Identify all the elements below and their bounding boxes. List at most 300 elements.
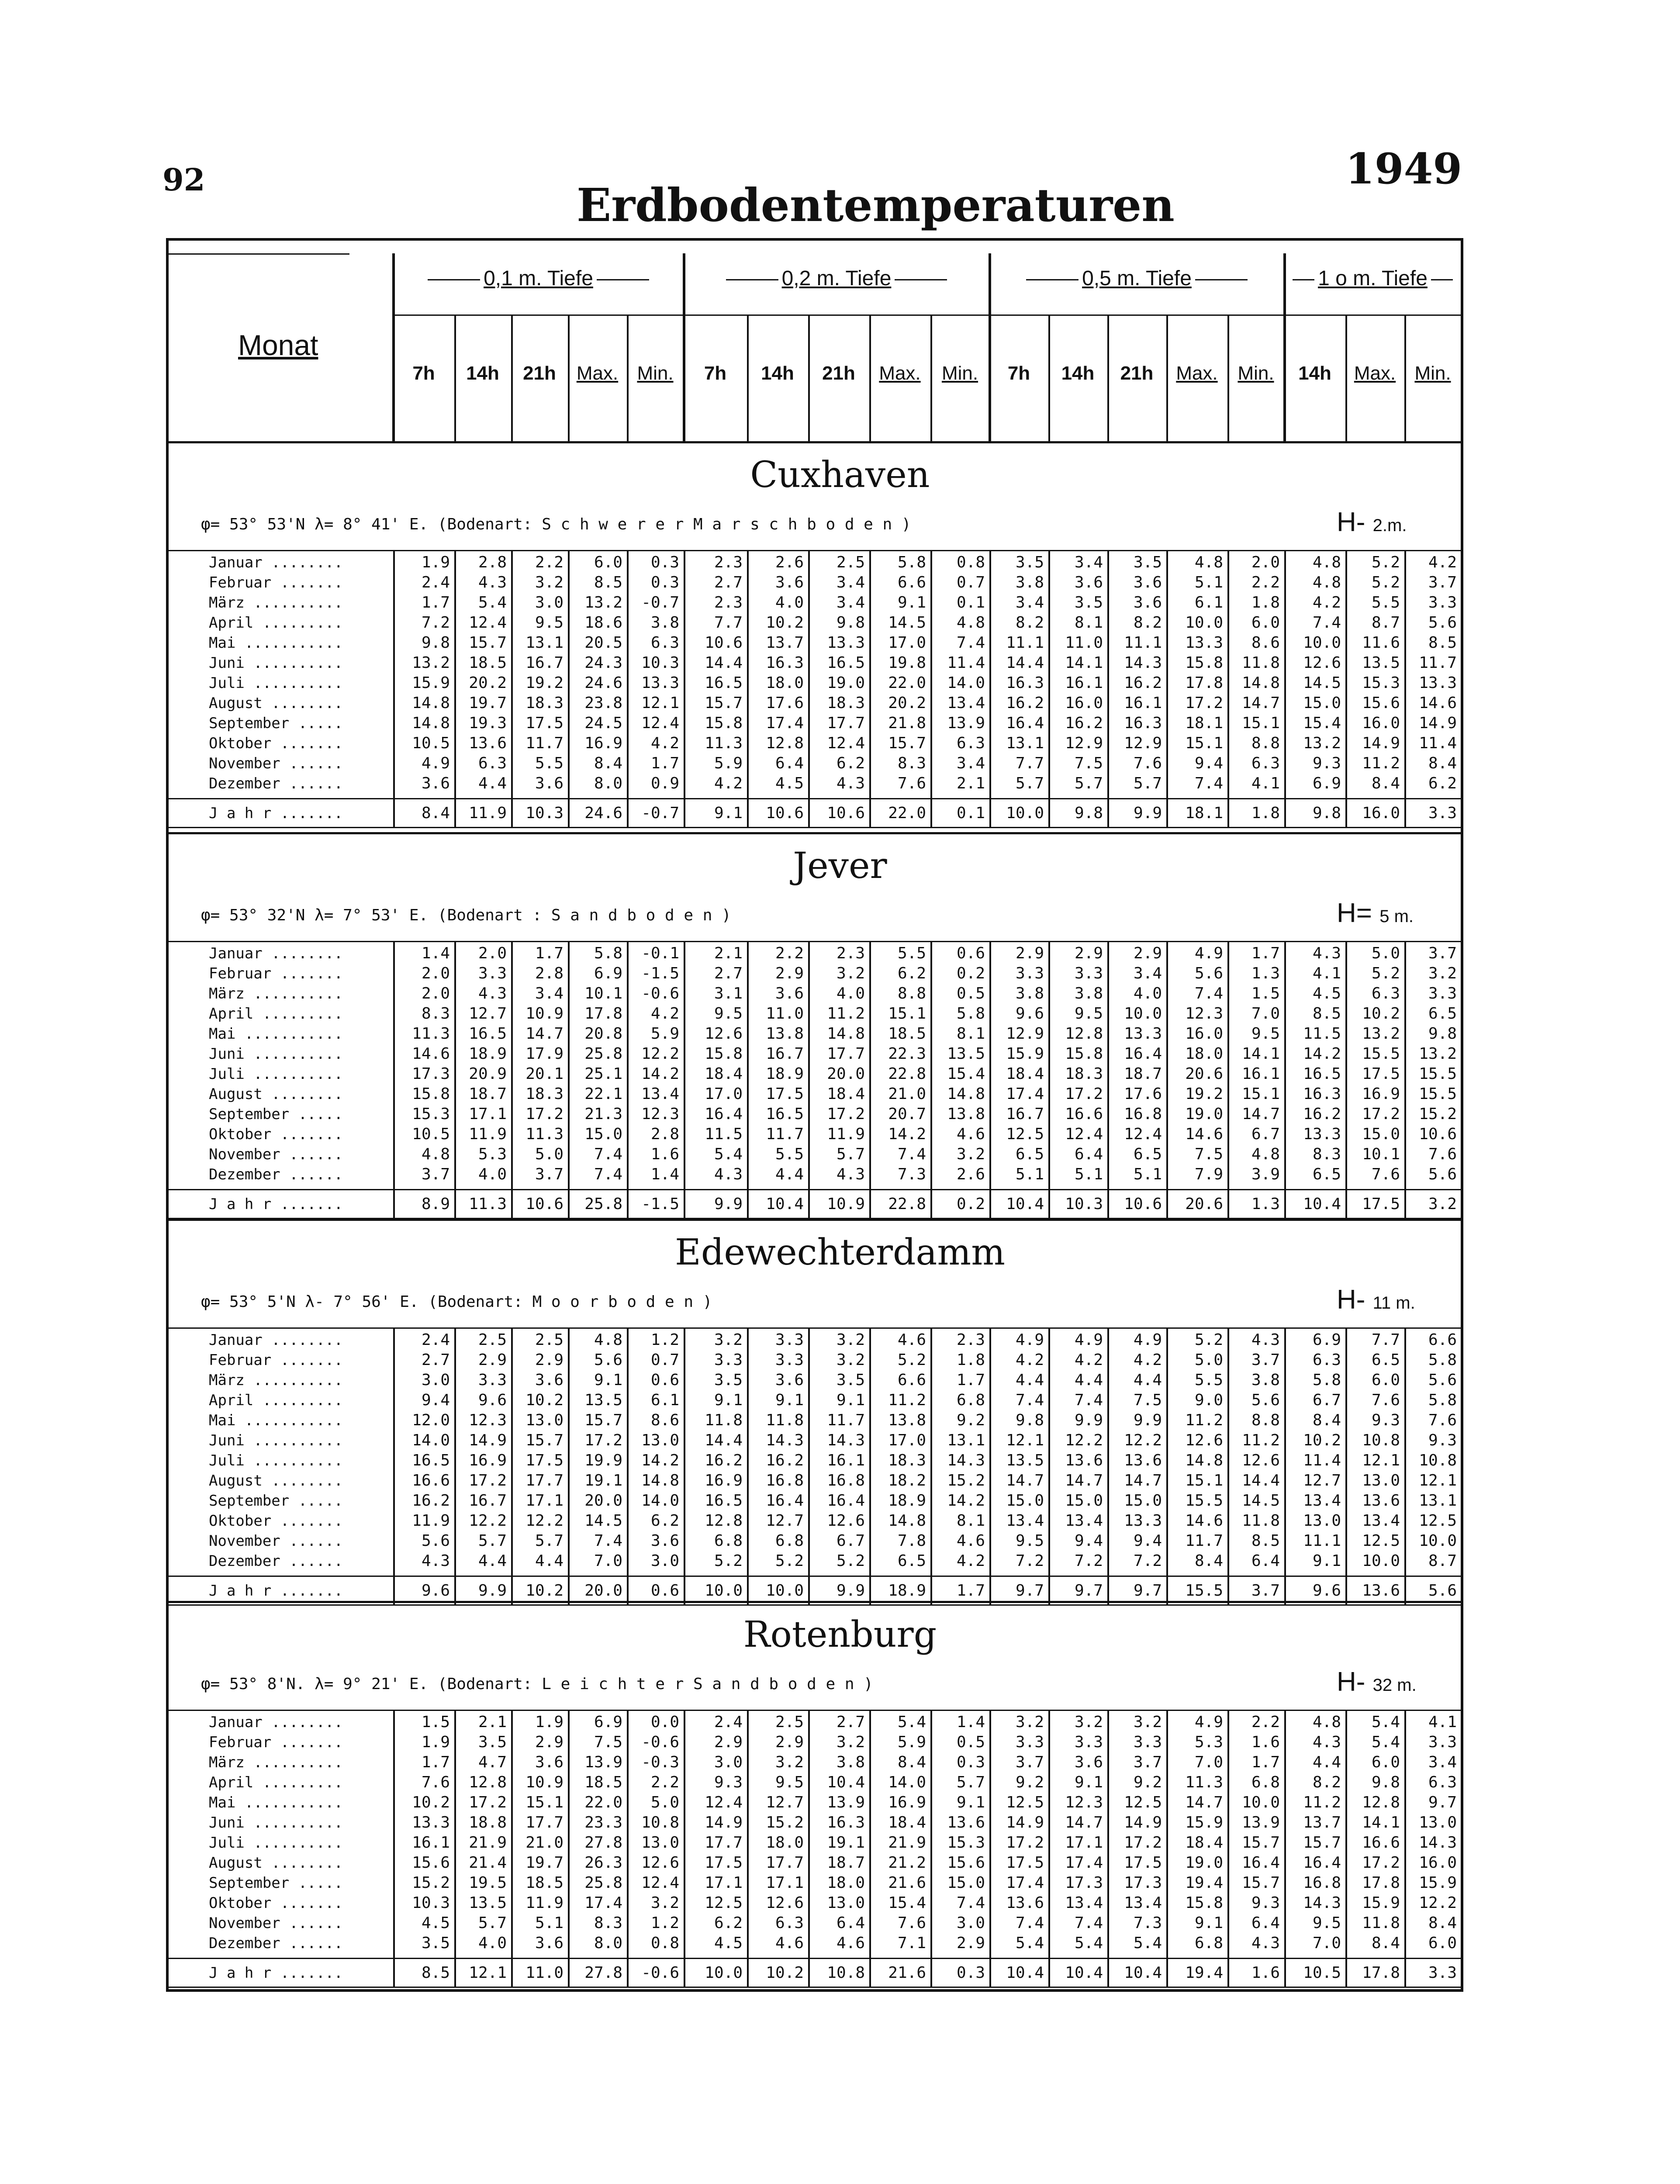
table-cell: 15.8 — [705, 714, 743, 732]
table-cell: 5.5 — [1371, 594, 1400, 612]
year-cell: 0.6 — [650, 1582, 679, 1600]
depth-group-label: 0,5 m. Tiefe — [1082, 267, 1192, 290]
table-cell: 13.3 — [827, 634, 865, 652]
table-cell: 3.0 — [650, 1552, 679, 1570]
table-cell: 13.5 — [947, 1045, 985, 1063]
table-cell: 20.1 — [525, 1065, 563, 1083]
table-cell: 5.4 — [897, 1713, 926, 1731]
table-cell: 0.8 — [650, 1934, 679, 1952]
table-cell: 19.1 — [827, 1834, 865, 1852]
table-cell: 3.4 — [1074, 553, 1103, 571]
table-cell: 17.3 — [1124, 1874, 1162, 1892]
table-cell: 7.1 — [897, 1934, 926, 1952]
table-cell: 4.3 — [836, 774, 865, 792]
table-cell: 14.8 — [412, 714, 450, 732]
table-cell: 8.8 — [1251, 734, 1280, 752]
year-cell: 10.2 — [525, 1582, 563, 1600]
station-separator-2 — [166, 1219, 1463, 1221]
table-cell: 13.7 — [1303, 1814, 1341, 1832]
table-cell: 10.6 — [705, 634, 743, 652]
station-name: Edewechterdamm — [675, 1232, 1005, 1273]
month-label: Mai ........... — [209, 1412, 343, 1429]
table-cell: 5.0 — [1194, 1351, 1223, 1369]
table-cell: 17.9 — [525, 1045, 563, 1063]
height-symbol: H= — [1337, 898, 1380, 928]
table-cell: 5.8 — [956, 1005, 985, 1023]
table-cell: 18.3 — [525, 1085, 563, 1103]
year-cell: 1.3 — [1251, 1195, 1280, 1213]
table-cell: 16.5 — [1303, 1065, 1341, 1083]
table-cell: 3.6 — [1074, 574, 1103, 591]
table-cell: 15.0 — [1362, 1125, 1400, 1143]
table-cell: 2.8 — [650, 1125, 679, 1143]
month-label: Juni .......... — [209, 654, 343, 672]
table-cell: 1.9 — [421, 1733, 450, 1751]
table-cell: 7.4 — [1074, 1391, 1103, 1409]
table-cell: 11.7 — [766, 1125, 804, 1143]
table-cell: 18.5 — [584, 1773, 622, 1791]
table-cell: 3.7 — [535, 1165, 563, 1183]
table-cell: 12.8 — [766, 734, 804, 752]
table-cell: 26.3 — [584, 1854, 622, 1872]
table-cell: 14.5 — [584, 1512, 622, 1530]
table-cell: 3.0 — [421, 1371, 450, 1389]
table-cell: 8.8 — [1251, 1411, 1280, 1429]
grid-top-rule — [166, 941, 1461, 942]
table-cell: 14.4 — [1006, 654, 1044, 672]
table-cell: 7.7 — [1015, 754, 1044, 772]
table-cell: 11.2 — [1362, 754, 1400, 772]
table-cell: 5.7 — [836, 1145, 865, 1163]
table-cell: 15.3 — [947, 1834, 985, 1852]
table-cell: 8.3 — [594, 1914, 622, 1932]
table-cell: 19.0 — [1185, 1105, 1223, 1123]
table-cell: 8.7 — [1371, 614, 1400, 632]
table-cell: 11.9 — [827, 1125, 865, 1143]
table-cell: 18.3 — [827, 694, 865, 712]
table-cell: 3.5 — [478, 1733, 507, 1751]
table-cell: 17.7 — [766, 1854, 804, 1872]
table-cell: 16.9 — [1362, 1085, 1400, 1103]
table-cell: 3.2 — [775, 1753, 804, 1771]
table-cell: 17.2 — [1362, 1105, 1400, 1123]
table-cell: 3.3 — [714, 1351, 743, 1369]
table-cell: 12.6 — [641, 1854, 679, 1872]
table-cell: 11.0 — [766, 1005, 804, 1023]
table-cell: 16.2 — [705, 1451, 743, 1469]
station-separator-0 — [166, 441, 1463, 443]
table-cell: 4.6 — [956, 1532, 985, 1550]
table-cell: 9.8 — [421, 634, 450, 652]
table-cell: 8.3 — [421, 1005, 450, 1023]
table-cell: 3.3 — [775, 1331, 804, 1349]
table-cell: 13.8 — [888, 1411, 926, 1429]
table-cell: 11.8 — [705, 1411, 743, 1429]
table-cell: 6.3 — [1251, 754, 1280, 772]
table-cell: -1.5 — [641, 964, 679, 982]
table-cell: 15.2 — [1419, 1105, 1457, 1123]
table-cell: 2.2 — [1251, 574, 1280, 591]
month-label: November ...... — [209, 1914, 343, 1932]
table-cell: 3.6 — [535, 1934, 563, 1952]
table-cell: 15.2 — [766, 1814, 804, 1832]
table-cell: 3.6 — [775, 985, 804, 1002]
year-cell: 18.9 — [888, 1582, 926, 1600]
table-cell: 2.7 — [836, 1713, 865, 1731]
table-cell: 2.8 — [535, 964, 563, 982]
table-cell: 17.0 — [888, 1431, 926, 1449]
table-cell: 13.4 — [1362, 1512, 1400, 1530]
year-top-rule — [166, 798, 1461, 799]
depth-group-header-0 — [393, 266, 684, 290]
month-label: September ..... — [209, 1492, 343, 1510]
table-cell: 8.5 — [1428, 634, 1457, 652]
table-cell: 14.7 — [1124, 1472, 1162, 1489]
table-cell: 13.0 — [1362, 1472, 1400, 1489]
table-cell: 16.1 — [827, 1451, 865, 1469]
station-name: Cuxhaven — [750, 454, 930, 496]
table-cell: 15.7 — [1303, 1834, 1341, 1852]
table-cell: 3.2 — [836, 1331, 865, 1349]
table-cell: 3.4 — [1428, 1753, 1457, 1771]
table-cell: 6.5 — [897, 1552, 926, 1570]
table-cell: 12.7 — [766, 1512, 804, 1530]
table-cell: 1.7 — [421, 1753, 450, 1771]
table-cell: 17.4 — [584, 1894, 622, 1912]
table-cell: 16.8 — [1303, 1874, 1341, 1892]
table-cell: 4.3 — [836, 1165, 865, 1183]
table-cell: 15.6 — [1362, 694, 1400, 712]
table-cell: 13.4 — [947, 694, 985, 712]
month-label: Juni .......... — [209, 1045, 343, 1063]
month-label: März .......... — [209, 594, 343, 612]
table-cell: 13.9 — [1242, 1814, 1280, 1832]
table-cell: 19.3 — [469, 714, 507, 732]
table-cell: 4.2 — [1074, 1351, 1103, 1369]
table-cell: 6.1 — [1194, 594, 1223, 612]
table-cell: 14.2 — [888, 1125, 926, 1143]
table-cell: 7.4 — [594, 1532, 622, 1550]
table-cell: 17.5 — [1124, 1854, 1162, 1872]
month-label: August ........ — [209, 695, 343, 712]
table-cell: 3.1 — [714, 985, 743, 1002]
table-cell: -0.6 — [641, 1733, 679, 1751]
table-cell: 16.5 — [766, 1105, 804, 1123]
table-cell: 11.2 — [1242, 1431, 1280, 1449]
table-cell: 7.8 — [897, 1532, 926, 1550]
table-cell: 6.8 — [775, 1532, 804, 1550]
table-cell: 5.7 — [478, 1914, 507, 1932]
table-cell: 11.1 — [1006, 634, 1044, 652]
table-cell: 10.5 — [412, 1125, 450, 1143]
table-cell: 2.0 — [478, 944, 507, 962]
table-cell: 6.5 — [1428, 1005, 1457, 1023]
table-cell: 2.6 — [775, 553, 804, 571]
table-cell: 15.1 — [1185, 734, 1223, 752]
table-cell: 18.9 — [469, 1045, 507, 1063]
table-cell: 1.3 — [1251, 964, 1280, 982]
table-cell: 14.4 — [705, 654, 743, 672]
table-cell: 13.5 — [469, 1894, 507, 1912]
year-cell: 0.3 — [956, 1964, 985, 1982]
table-cell: 10.2 — [525, 1391, 563, 1409]
table-cell: 14.9 — [1006, 1814, 1044, 1832]
table-cell: 3.9 — [1251, 1165, 1280, 1183]
month-label: Januar ........ — [209, 945, 343, 962]
table-cell: 4.1 — [1428, 1713, 1457, 1731]
table-cell: 15.3 — [1362, 674, 1400, 692]
table-cell: 2.9 — [775, 964, 804, 982]
year-cell: 15.5 — [1185, 1582, 1223, 1600]
table-cell: 14.9 — [1124, 1814, 1162, 1832]
table-cell: 1.9 — [535, 1713, 563, 1731]
table-cell: 4.4 — [1133, 1371, 1162, 1389]
table-cell: 9.2 — [956, 1411, 985, 1429]
table-cell: 21.8 — [888, 714, 926, 732]
table-cell: 13.3 — [641, 674, 679, 692]
table-cell: 14.7 — [1242, 694, 1280, 712]
year-cell: 24.6 — [584, 804, 622, 822]
table-cell: 14.7 — [1065, 1472, 1103, 1489]
table-cell: 4.3 — [421, 1552, 450, 1570]
table-cell: 4.8 — [956, 614, 985, 632]
table-cell: 6.8 — [714, 1532, 743, 1550]
table-cell: 16.6 — [412, 1472, 450, 1489]
table-cell: 15.4 — [947, 1065, 985, 1083]
year-cell: 11.9 — [469, 804, 507, 822]
table-cell: 15.9 — [1185, 1814, 1223, 1832]
table-cell: 18.4 — [705, 1065, 743, 1083]
table-cell: 18.8 — [469, 1814, 507, 1832]
table-cell: 15.0 — [1303, 694, 1341, 712]
table-cell: 3.3 — [1074, 964, 1103, 982]
column-header-17: Min. — [1414, 363, 1451, 384]
table-cell: 8.5 — [1312, 1005, 1341, 1023]
table-cell: 12.6 — [827, 1512, 865, 1530]
year-cell: 19.4 — [1185, 1964, 1223, 1982]
year-cell: 12.1 — [469, 1964, 507, 1982]
table-cell: 11.4 — [947, 654, 985, 672]
table-cell: 3.6 — [1133, 574, 1162, 591]
month-label: Dezember ...... — [209, 1935, 343, 1952]
table-cell: 19.4 — [1185, 1874, 1223, 1892]
table-cell: 17.4 — [766, 714, 804, 732]
table-cell: 14.7 — [525, 1025, 563, 1043]
table-cell: 1.9 — [421, 553, 450, 571]
table-cell: 8.4 — [1312, 1411, 1341, 1429]
table-cell: 3.2 — [714, 1331, 743, 1349]
table-cell: 4.1 — [1312, 964, 1341, 982]
year-label: J a h r ....... — [209, 1964, 343, 1982]
table-cell: 12.8 — [1065, 1025, 1103, 1043]
table-cell: 20.0 — [827, 1065, 865, 1083]
table-cell: 7.2 — [421, 614, 450, 632]
table-cell: 5.6 — [421, 1532, 450, 1550]
table-cell: 7.7 — [1371, 1331, 1400, 1349]
table-cell: 3.3 — [478, 1371, 507, 1389]
table-cell: 13.2 — [1362, 1025, 1400, 1043]
table-cell: 3.3 — [775, 1351, 804, 1369]
table-cell: 5.6 — [594, 1351, 622, 1369]
table-cell: 4.8 — [1312, 574, 1341, 591]
table-cell: 3.2 — [836, 1733, 865, 1751]
table-cell: 9.3 — [1251, 1894, 1280, 1912]
table-cell: 4.4 — [775, 1165, 804, 1183]
table-cell: 11.8 — [766, 1411, 804, 1429]
table-cell: 2.0 — [421, 964, 450, 982]
table-cell: 12.5 — [1362, 1532, 1400, 1550]
table-cell: 7.4 — [1194, 774, 1223, 792]
height-value: 11 m. — [1372, 1293, 1415, 1313]
table-cell: 13.5 — [1362, 654, 1400, 672]
table-cell: 14.9 — [469, 1431, 507, 1449]
table-cell: 8.0 — [594, 774, 622, 792]
table-cell: 3.2 — [650, 1894, 679, 1912]
table-cell: 14.5 — [888, 614, 926, 632]
table-cell: 4.5 — [775, 774, 804, 792]
table-cell: 16.3 — [1303, 1085, 1341, 1103]
year-cell: 13.6 — [1362, 1582, 1400, 1600]
year-cell: 8.4 — [421, 804, 450, 822]
table-cell: 21.2 — [888, 1854, 926, 1872]
table-cell: 15.0 — [584, 1125, 622, 1143]
month-label: Oktober ....... — [209, 1126, 343, 1143]
table-cell: 12.4 — [469, 614, 507, 632]
table-cell: 25.8 — [584, 1874, 622, 1892]
table-cell: 3.6 — [1074, 1753, 1103, 1771]
table-cell: 1.2 — [650, 1331, 679, 1349]
table-cell: 3.4 — [1133, 964, 1162, 982]
table-cell: 5.5 — [897, 944, 926, 962]
table-cell: 17.7 — [525, 1472, 563, 1489]
table-cell: 13.0 — [525, 1411, 563, 1429]
frame-top-inner — [166, 253, 349, 255]
table-cell: 18.4 — [1185, 1834, 1223, 1852]
table-cell: 5.4 — [714, 1145, 743, 1163]
table-cell: 4.4 — [1074, 1371, 1103, 1389]
table-cell: 11.2 — [1303, 1794, 1341, 1811]
table-cell: 16.7 — [469, 1492, 507, 1510]
year-cell: 22.8 — [888, 1195, 926, 1213]
table-cell: 14.8 — [1242, 674, 1280, 692]
table-cell: 4.1 — [1251, 774, 1280, 792]
table-cell: 5.6 — [1428, 1165, 1457, 1183]
table-cell: 16.2 — [1065, 714, 1103, 732]
table-cell: 2.2 — [650, 1773, 679, 1791]
table-cell: 3.5 — [836, 1371, 865, 1389]
month-label: Dezember ...... — [209, 1166, 343, 1183]
table-cell: 11.3 — [1185, 1773, 1223, 1791]
table-cell: 5.5 — [535, 754, 563, 772]
year-cell: 1.6 — [1251, 1964, 1280, 1982]
table-cell: 12.1 — [1006, 1431, 1044, 1449]
height-value: 32 m. — [1372, 1676, 1417, 1695]
year-cell: -0.7 — [641, 804, 679, 822]
table-cell: 12.6 — [1303, 654, 1341, 672]
table-cell: 3.3 — [1428, 594, 1457, 612]
table-cell: 5.4 — [1015, 1934, 1044, 1952]
table-cell: 9.7 — [1428, 1794, 1457, 1811]
height-value: 2.m. — [1372, 516, 1407, 535]
depth-group-label: 1 o m. Tiefe — [1318, 267, 1428, 290]
year-cell: -1.5 — [641, 1195, 679, 1213]
year-cell: 9.9 — [714, 1195, 743, 1213]
table-cell: 7.3 — [1133, 1914, 1162, 1932]
table-cell: 6.9 — [1312, 1331, 1341, 1349]
table-cell: 4.2 — [956, 1552, 985, 1570]
table-cell: 17.7 — [827, 714, 865, 732]
table-cell: 3.8 — [1015, 574, 1044, 591]
year-cell: 9.6 — [421, 1582, 450, 1600]
table-cell: 5.5 — [775, 1145, 804, 1163]
year-cell: 9.1 — [714, 804, 743, 822]
table-cell: 5.1 — [1074, 1165, 1103, 1183]
table-cell: 4.8 — [594, 1331, 622, 1349]
table-cell: 3.2 — [1074, 1713, 1103, 1731]
table-cell: 11.3 — [705, 734, 743, 752]
table-cell: 0.5 — [956, 985, 985, 1002]
table-cell: 5.7 — [535, 1532, 563, 1550]
table-cell: 18.4 — [827, 1085, 865, 1103]
table-cell: 15.7 — [888, 734, 926, 752]
table-cell: 12.9 — [1006, 1025, 1044, 1043]
table-cell: 4.2 — [714, 774, 743, 792]
table-cell: 2.9 — [1074, 944, 1103, 962]
table-cell: 4.3 — [478, 985, 507, 1002]
year-label: J a h r ....... — [209, 1582, 343, 1600]
month-label: Juni .......... — [209, 1432, 343, 1449]
table-cell: 20.0 — [584, 1492, 622, 1510]
table-cell: 12.2 — [1124, 1431, 1162, 1449]
table-cell: 11.2 — [827, 1005, 865, 1023]
year-cell: 10.0 — [1006, 804, 1044, 822]
month-label: Februar ....... — [209, 965, 343, 982]
table-cell: 13.7 — [766, 634, 804, 652]
table-cell: 12.4 — [641, 714, 679, 732]
table-cell: 2.7 — [714, 964, 743, 982]
table-cell: 17.2 — [1185, 694, 1223, 712]
table-cell: 8.4 — [1428, 754, 1457, 772]
table-cell: 3.7 — [421, 1165, 450, 1183]
table-cell: 9.2 — [1133, 1773, 1162, 1791]
table-cell: 9.3 — [1428, 1431, 1457, 1449]
table-cell: 4.2 — [650, 1005, 679, 1023]
table-cell: 11.7 — [525, 734, 563, 752]
year-cell: 1.7 — [956, 1582, 985, 1600]
table-cell: 3.2 — [836, 964, 865, 982]
table-cell: 6.9 — [594, 1713, 622, 1731]
year-cell: 10.4 — [766, 1195, 804, 1213]
table-cell: 9.1 — [594, 1371, 622, 1389]
table-cell: 14.4 — [1242, 1472, 1280, 1489]
table-cell: 16.2 — [766, 1451, 804, 1469]
table-cell: 12.1 — [1362, 1451, 1400, 1469]
table-cell: 4.2 — [1428, 553, 1457, 571]
station-separator-1 — [166, 832, 1463, 834]
table-cell: 14.3 — [1303, 1894, 1341, 1912]
table-cell: 14.0 — [412, 1431, 450, 1449]
table-cell: 17.1 — [525, 1492, 563, 1510]
station-coordinates: φ= 53° 53'N λ= 8° 41' E. (Bodenart: S c h w e r e r M a r s c h b o d e n ) — [201, 515, 911, 533]
table-cell: 21.4 — [469, 1854, 507, 1872]
table-cell: 17.7 — [525, 1814, 563, 1832]
column-header-5: 7h — [704, 363, 727, 384]
station-coordinates: φ= 53° 5'N λ- 7° 56' E. (Bodenart: M o o r b o d e n ) — [201, 1293, 712, 1311]
table-cell: 7.5 — [594, 1733, 622, 1751]
table-cell: 1.7 — [421, 594, 450, 612]
column-header-12: 21h — [1120, 363, 1154, 384]
year-cell: 10.6 — [766, 804, 804, 822]
